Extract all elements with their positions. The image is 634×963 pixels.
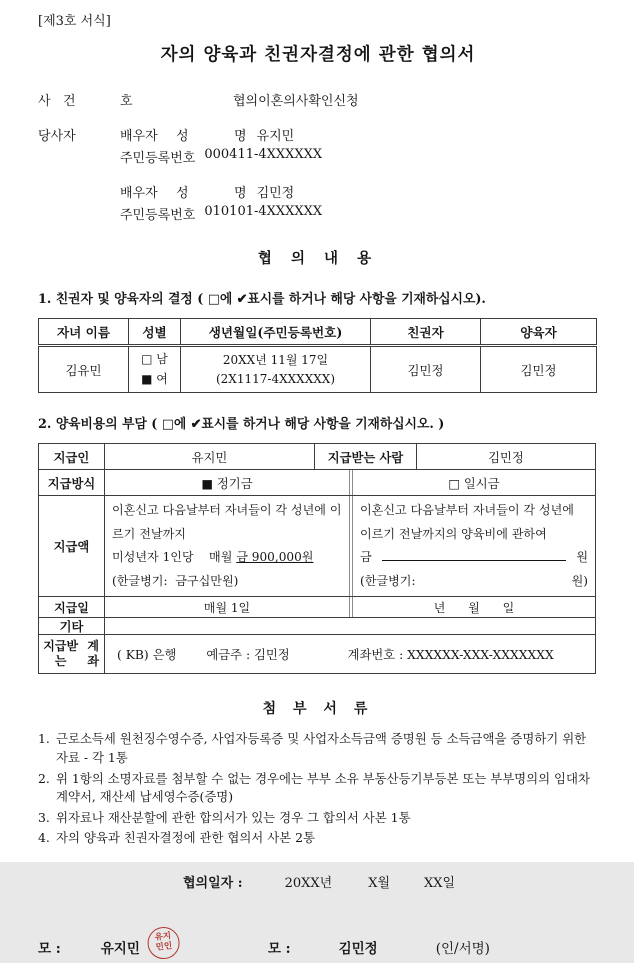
payday-blank: 년 월 일 xyxy=(349,597,595,617)
amount-right-hangul-line xyxy=(360,570,588,594)
spouse2-role-label: 배우자 xyxy=(120,186,158,201)
amount-right-won: 원 xyxy=(576,550,588,565)
spouse2-rrn-row xyxy=(120,204,598,223)
spouse1-rrn-row xyxy=(120,147,598,166)
amount-left-sum: 금 900,000원 xyxy=(236,550,314,565)
caregiver-cell: 김민정 xyxy=(481,346,597,393)
attachments-list xyxy=(38,730,598,848)
checkbox-periodic-checked: ■ 정기금 xyxy=(104,470,349,495)
parties-label: 당사자 xyxy=(38,129,76,144)
etc-row xyxy=(39,617,595,634)
case-number-label: 호 xyxy=(120,94,133,109)
amount-left-prefix: 미성년자 1인당 매월 xyxy=(112,550,237,565)
signature-row xyxy=(38,931,598,963)
amount-right-currency: 금 xyxy=(360,550,372,565)
mother-label-left: 모 : xyxy=(38,940,61,957)
attachment-number: 1. xyxy=(38,731,50,747)
checkbox-female-checked: ■ 여 xyxy=(141,371,168,386)
payday-row xyxy=(39,596,595,617)
spouse2-name: 김민정 xyxy=(256,186,295,201)
attachment-text: 위 1항의 소명자료를 첨부할 수 없는 경우에는 부부 소유 부동산등기부등본 또는 부부명의의 임대차계약서, 재산세 납세영수증(증명) xyxy=(56,770,590,805)
signer-name-right: 김민정 xyxy=(338,940,378,957)
attachment-text: 자의 양육과 친권자결정에 관한 협의서 사본 2통 xyxy=(56,830,315,846)
agreement-date-row xyxy=(183,872,598,891)
spouse1-rrn-label: 주민등록번호 xyxy=(120,151,196,166)
checkbox-lumpsum: □ 일시금 xyxy=(349,470,595,495)
mother-label-right: 모 : xyxy=(267,940,291,957)
amount-right-hangul-suffix: 원) xyxy=(571,573,588,588)
amount-left-hangul: (한글병기: 금구십만원) xyxy=(112,573,239,588)
amount-left-cell xyxy=(104,496,349,596)
attachment-text: 근로소득세 원천징수영수증, 사업자등록증 및 사업자소득금액 증명원 등 소득금액을 증명하기 위한 자료 - 각 1통 xyxy=(56,731,587,765)
spouse1-rrn-value: 000411-4XXXXXX xyxy=(204,147,323,162)
attachment-item xyxy=(38,770,598,807)
agreement-day: XX일 xyxy=(424,875,456,891)
amount-right-blank-line xyxy=(360,546,588,570)
agreement-year: 20XX년 xyxy=(284,875,333,891)
amount-right-period: 이혼신고 다음날부터 자녀들이 각 성년에 이르기 전날까지의 양육비에 관하여 xyxy=(360,503,574,541)
signer-name-left: 유지민 xyxy=(100,940,140,957)
attachments-heading: 첨 부 서 류 xyxy=(262,701,374,718)
attachment-item xyxy=(38,809,598,828)
attachment-number: 3. xyxy=(38,809,50,825)
payday-label: 지급일 xyxy=(54,600,89,615)
payer-row xyxy=(39,444,595,469)
party-row-spouse1 xyxy=(38,125,598,144)
spouse1-role-label: 배우자 xyxy=(120,129,158,144)
account-holder: 예금주 : 김민정 xyxy=(206,648,290,663)
amount-label: 지급액 xyxy=(53,539,90,555)
form-number-label: [제3호 서식] xyxy=(38,14,111,29)
seal-text-line1: 유지 xyxy=(154,931,172,944)
section2-title: 2. 양육비용의 부담 ( □에 ✔표시를 하거나 해당 사항을 기재하십시오. ) xyxy=(38,417,445,432)
sex-cell xyxy=(129,346,181,393)
account-label xyxy=(39,635,104,673)
parties-label-spacer xyxy=(38,182,120,201)
section1-title: 1. 친권자 및 양육자의 결정 ( □에 ✔표시를 하거나 해당 사항을 기재하십시오). xyxy=(38,292,486,307)
payday-value: 매월 1일 xyxy=(104,597,349,617)
checkbox-male: □ 남 xyxy=(141,351,168,366)
attachment-item xyxy=(38,829,598,848)
attachment-number: 4. xyxy=(38,830,50,846)
birthdate-lines xyxy=(181,351,370,388)
agreement-date-label: 협의일자 : xyxy=(183,875,243,891)
spouse1-surname-label: 성 xyxy=(176,129,189,144)
sex-options xyxy=(141,350,168,390)
document-title: 자의 양육과 친권자결정에 관한 협의서 xyxy=(160,45,476,65)
custody-table xyxy=(38,318,597,393)
seal-text-line2: 민인 xyxy=(155,941,173,953)
birth-date: 20XX년 11월 17일 xyxy=(222,352,329,367)
account-label-line1: 지급받는 xyxy=(43,639,79,669)
col-child-name: 자녀 이름 xyxy=(39,319,129,346)
spouse1-name: 유지민 xyxy=(256,129,295,144)
account-number: 계좌번호 : XXXXXX-XXX-XXXXXXX xyxy=(347,648,554,663)
amount-right-hangul-prefix: (한글병기: xyxy=(360,573,416,588)
account-label-line2: 계좌 xyxy=(87,639,99,669)
spouse2-given-label: 명 xyxy=(234,186,247,201)
col-custodian: 친권자 xyxy=(371,319,481,346)
custody-table-header-row xyxy=(39,319,597,346)
amount-right-cell xyxy=(349,496,595,596)
support-cost-table xyxy=(38,443,596,674)
party-row-spouse2 xyxy=(38,182,598,201)
method-label: 지급방식 xyxy=(47,475,96,491)
payee-value: 김민정 xyxy=(416,444,595,469)
spouse1-given-label: 명 xyxy=(234,129,247,144)
payer-value: 유지민 xyxy=(104,444,314,469)
payee-label: 지급받는 사람 xyxy=(314,444,416,469)
birth-rrn: (2X1117-4XXXXXX) xyxy=(215,371,336,386)
case-value: 협의이혼의사확인신청 xyxy=(233,94,359,109)
spouse2-rrn-label: 주민등록번호 xyxy=(120,208,196,223)
account-value-cell xyxy=(104,635,595,673)
method-row xyxy=(39,469,595,495)
col-caregiver: 양육자 xyxy=(481,319,597,346)
amount-left-monthly xyxy=(112,546,342,570)
seal-or-sign-note: (인/서명) xyxy=(435,940,490,957)
amount-row xyxy=(39,495,595,596)
etc-label: 기타 xyxy=(59,619,84,635)
agreement-month: X월 xyxy=(368,875,391,891)
child-name-cell: 김유민 xyxy=(39,346,129,393)
content-heading: 협 의 내 용 xyxy=(257,250,379,267)
attachment-item xyxy=(38,730,598,767)
attachment-text: 위자료나 재산분할에 관한 합의서가 있는 경우 그 합의서 사본 1통 xyxy=(56,809,411,825)
amount-blank-underline xyxy=(382,560,567,561)
custody-table-data-row xyxy=(39,346,597,393)
payer-label: 지급인 xyxy=(53,449,90,465)
account-row xyxy=(39,634,595,673)
parties-block xyxy=(38,125,598,223)
amount-left-period: 이혼신고 다음날부터 자녀들이 각 성년에 이르기 전날까지 xyxy=(112,503,342,541)
spouse2-rrn-value: 010101-4XXXXXX xyxy=(204,204,323,219)
birthdate-cell xyxy=(181,346,371,393)
case-label: 사 건 xyxy=(38,94,76,109)
col-birthdate: 생년월일(주민등록번호) xyxy=(181,319,371,346)
col-sex: 성별 xyxy=(129,319,181,346)
case-row xyxy=(38,90,598,109)
etc-value xyxy=(104,618,595,634)
spouse2-surname-label: 성 xyxy=(176,186,189,201)
custodian-cell: 김민정 xyxy=(371,346,481,393)
attachment-number: 2. xyxy=(38,770,50,786)
red-seal-stamp-icon xyxy=(146,925,181,960)
account-bank: ( KB) 은행 xyxy=(117,648,177,663)
